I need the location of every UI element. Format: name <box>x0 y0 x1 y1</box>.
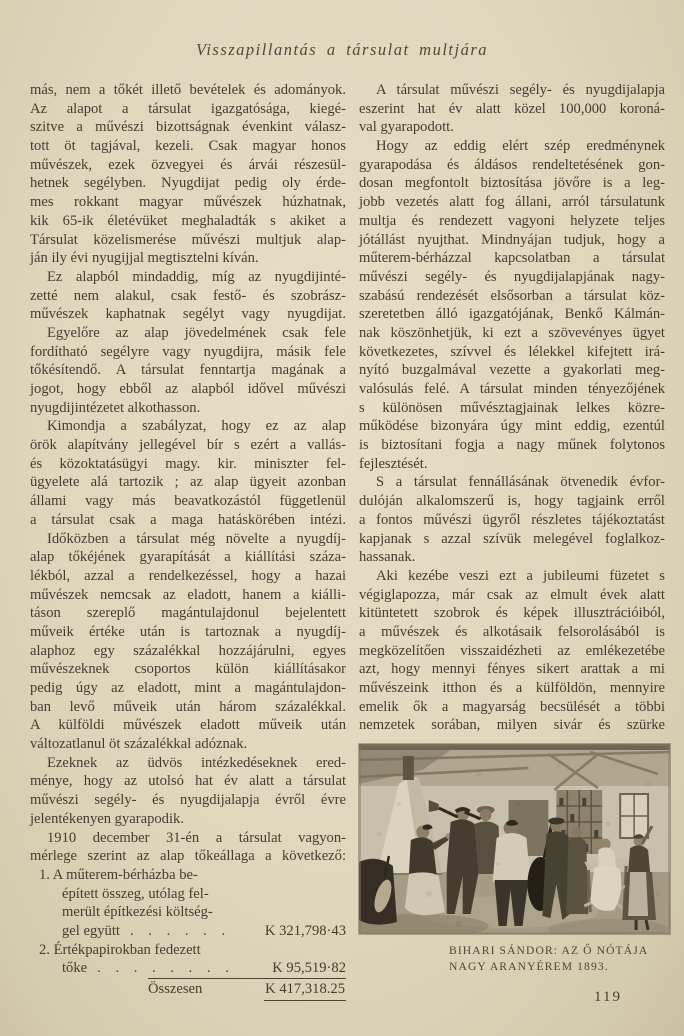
running-head: Visszapillantás a társulat multjára <box>195 40 489 59</box>
text-line: Az alapot a társulat igazgatósága, kiegé- <box>30 100 346 117</box>
text-line: zetté nem alakul, csak festő- és szobrász- <box>30 287 346 304</box>
painting-image <box>359 744 670 934</box>
text-line: örök alapítvány jellegével bír s ezért a vallás- <box>30 437 346 454</box>
text-line: nyugdijintézetet alkothasson. <box>30 399 201 416</box>
text-line: mérlege szerint az alap tőkeállaga a következő: <box>30 848 346 865</box>
text-line: ban levő műveik után három százalékkal. <box>30 698 346 715</box>
text-line: és közoktatásügyi magy. kir. miniszter fel- <box>30 455 346 472</box>
text-line: ján ily évi nyugijjal megtisztelni kíván. <box>30 250 259 267</box>
text-line: S a társulat fennállásának ötvenedik évfor- <box>376 474 665 491</box>
text-line: gel együtt . . . . . . K 321,798·43 <box>62 922 346 939</box>
text-line: szitve a művészi bizottságnak évenkint válasz- <box>30 119 346 136</box>
text-line: fejlesztését. <box>359 455 428 472</box>
text-line: szabású rendezését elsősorban a társulat köz- <box>359 287 665 304</box>
text-line: alaphoz egy százalékkal hozzájárulni, egyes <box>30 642 346 659</box>
text-line: merült építkezési költség- <box>62 904 213 921</box>
text-line: ménye, hogy az utolsó hat év alatt a társulat <box>30 773 346 790</box>
figure-caption <box>359 943 665 975</box>
text-line: fordítható segélyre vagy nyugdijra, másik fele <box>30 343 346 360</box>
text-line: változatlanul öt százalékkal adóznak. <box>30 736 248 753</box>
text-line: kapjanak s azzal szívük melegével foglalkoz- <box>359 530 665 547</box>
text-line: emelik ők a magyarság becsülését a többi <box>359 698 665 715</box>
text-line: eszerint hat év alatt közel 100,000 koroná- <box>359 100 665 117</box>
text-line: állami vagy más beavatkozástól függetlenül <box>30 493 346 510</box>
text-line: s különösen művésztagjainak lelkes közre- <box>359 399 665 416</box>
text-line: művészeink itthon és a külföldön, mennyire <box>359 680 665 696</box>
text-line: működése bizonyára úgy mint eddig, ezentúl <box>359 418 665 435</box>
text-line: tott öt tagjával, kezeli. Csak magyar honos <box>30 138 346 155</box>
text-line: végiglapozza, már csak az elmult évek alatt <box>359 586 665 603</box>
right-column <box>359 81 665 1007</box>
text-line: kitüntetett szobrok és képek illusztrációiból, <box>359 605 665 622</box>
text-line: Egyelőre az alap jövedelmének csak fele <box>47 324 346 341</box>
text-line: művészek, ezek özvegyei és árvái részesül- <box>30 156 346 173</box>
text-line: multja és rendezett vagyoni helyzete teljes <box>359 212 665 229</box>
text-line: a társulat csak a maga hatáskörében intézi. <box>30 511 346 528</box>
text-line: Ez alapból mindaddig, míg az nyugdijinté- <box>47 268 346 285</box>
text-line: Hogy az eddig elért szép eredménynek <box>376 138 665 155</box>
text-line: Ezeknek az üdvös intézkedéseknek ered- <box>47 754 346 771</box>
text-line: valósulás felé. A társulat minden tényezőjének <box>359 381 665 397</box>
text-line: jobb vezetés alatt fog állani, arról társulatunk <box>359 194 665 211</box>
text-line: tőke . . . . . . . . K 95,519·82 <box>62 960 346 977</box>
text-line: Aki kezébe veszi ezt a jubileumi füzetet s <box>376 567 665 584</box>
text-line: gyarapodása és áldásos rendeltetésének gon- <box>359 156 665 173</box>
text-line: mes rokkant magyar művészek húzhatnak, <box>30 194 346 211</box>
text-line: lékból, azzal a rendelkezéssel, hogy a hazai <box>30 567 346 584</box>
text-line: 2. Értékpapirokban fedezett <box>39 941 201 958</box>
text-line: ügyelete alá tartozik ; az alap ügyeit azonban <box>30 474 346 491</box>
text-line: Társulat közelismerése művészi multjuk alap- <box>30 231 346 248</box>
text-line: műveik értéke után is tartoznak a nyugdíj- <box>30 623 346 640</box>
text-columns <box>0 81 684 1007</box>
text-line: következetes, szívvel és lélekkel kifejtett irá- <box>359 343 665 360</box>
text-line: azt, hogy mennyi fényes sikert arattak a mi <box>359 661 665 678</box>
text-line: Összesen K 417,318.25 <box>148 978 346 1001</box>
text-line: művészek kaphatnak segélyt vagy nyugdijat. <box>30 306 346 323</box>
text-line: más, nem a tőkét illető bevételek és adományok. <box>30 82 346 98</box>
text-line: megközelítően visszaidézheti az emlékezetébe <box>359 642 665 659</box>
text-line: A társulat művészi segély- és nyugdijalapja <box>376 82 665 98</box>
text-line: nyító buzgalmával vezette a gyakorlati meg- <box>359 362 665 379</box>
text-line: val gyarapodott. <box>359 119 454 136</box>
text-line: nak köszönhetjük, ki ezt a szövevényes ügyet <box>359 324 665 341</box>
text-line: is biztosítani fogja a nagy műnek folytonos <box>359 437 665 454</box>
text-line: műterem-bérházzal kapcsolatban a társulat <box>359 250 665 267</box>
text-line: szeretetben álló igazgatójának, Benkő Kálmán- <box>359 306 665 323</box>
text-line: dulóján alkalomszerű is, hogy tagjaink erről <box>359 493 665 510</box>
text-line: épített összeg, utólag fel- <box>62 885 209 902</box>
text-line: a művészek és alkotásaik felsorolásából is <box>359 623 665 640</box>
text-line: művészeknek csoportos külön kiállításakor <box>30 661 346 678</box>
caption-line-1: BIHARI SÁNDOR: AZ Ő NÓTÁJA <box>449 944 649 958</box>
text-line: művészi segély- és nyugdijalapja évről évre <box>30 792 346 809</box>
text-line: művészek nemcsak az eladott, hanem a kiálli- <box>30 586 346 603</box>
text-line: A külföldi művészek eladott műveik után <box>30 717 346 734</box>
text-line: a fontos művészi ügyről részletes tájékoztatást <box>359 511 665 528</box>
text-line: táson szereplő magántulajdonul bejelentett <box>30 605 346 622</box>
text-line: hassanak. <box>359 549 416 566</box>
text-line: Időközben a társulat még növelte a nyugdíj- <box>47 530 346 547</box>
text-line: jótállást nyujthat. Mindnyájan tudjuk, hogy a <box>359 231 665 248</box>
left-column <box>30 81 346 1007</box>
text-line: jelentékenyen gyarapodik. <box>30 810 184 827</box>
text-line: hetnek segélyben. Nyugdijat pedig oly érde- <box>30 175 346 192</box>
text-line: dosan megfontolt biztosítása jövőre is a leg- <box>359 175 665 192</box>
figure-block <box>359 744 665 975</box>
text-line: alap tőkéjének gyarapítását a kiállítási száza- <box>30 549 346 566</box>
text-line: Kimondja a szabályzat, hogy ez az alap <box>47 418 346 435</box>
caption-line-2: NAGY ARANYÉREM 1893. <box>449 960 609 974</box>
page-number: 119 <box>594 989 622 1006</box>
text-line: nemzetek sorában, milyen sivár és szürke <box>359 717 665 734</box>
right-column-text <box>359 81 665 735</box>
text-line: művészi segély- és nyugdijalapjának nagy- <box>359 268 665 285</box>
text-line: tőkésítendő. A társulat fenntartja magának a <box>30 362 346 379</box>
text-line: kik 65-ik életévüket meghaladták s akiket a <box>30 212 346 229</box>
text-line: 1910 december 31-én a társulat vagyon- <box>47 829 346 846</box>
text-line: jogot, hogy ebből az alapból idővel művészi <box>30 381 346 397</box>
text-line: pedig úgy az eladott, mint a magántulajdon- <box>30 680 346 696</box>
text-line: 1. A műterem-bérházba be- <box>39 866 198 883</box>
